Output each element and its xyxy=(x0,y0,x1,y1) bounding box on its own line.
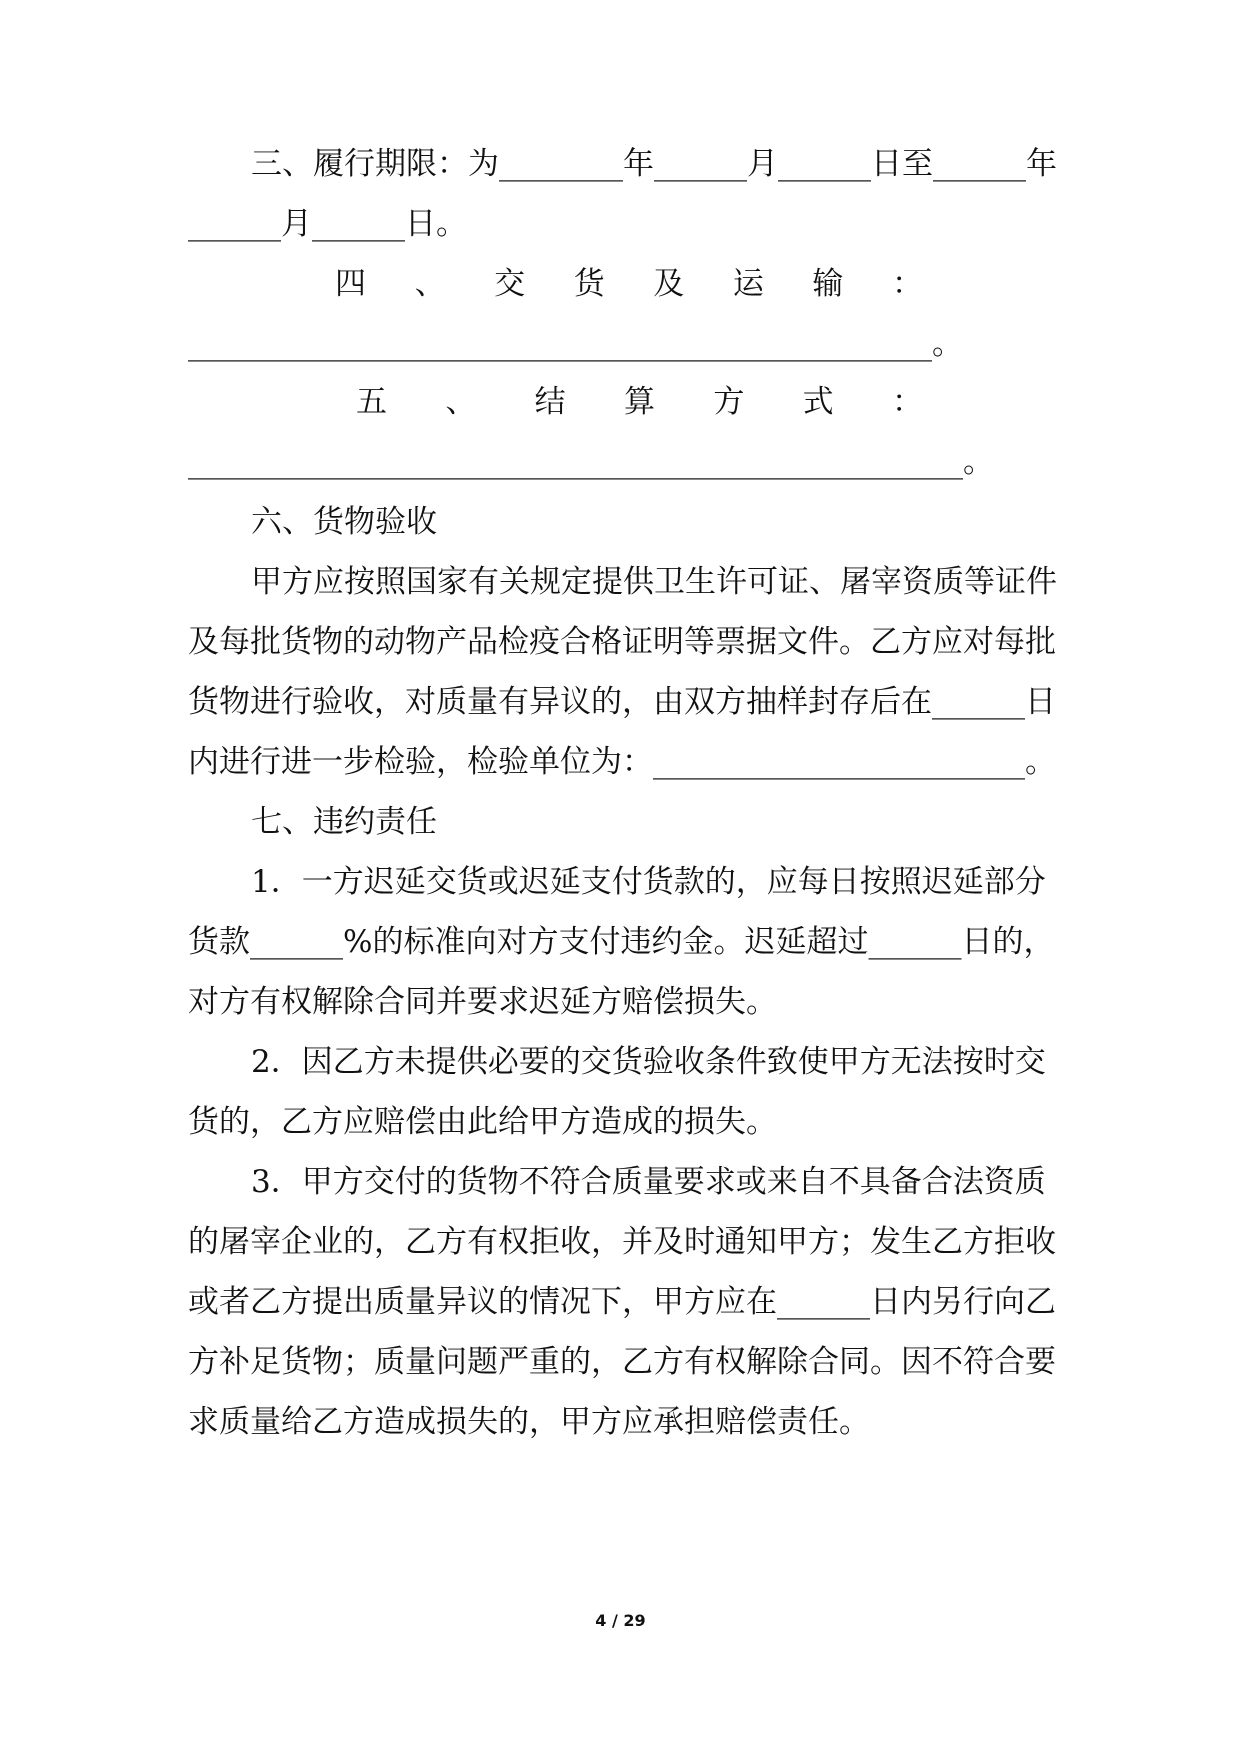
clause-6-text-line: 内进行进一步检验，检验单位为：________________________。 xyxy=(188,744,1056,780)
page-number: 4 / 29 xyxy=(595,1611,646,1630)
clause-4-char: 、 xyxy=(414,266,446,302)
clause-7-item-2-line: 货的，乙方应赔偿由此给甲方造成的损失。 xyxy=(188,1104,777,1140)
clause-6-text-line: 甲方应按照国家有关规定提供卫生许可证、屠宰资质等证件 xyxy=(251,564,1057,600)
clause-7-item-1-line: 对方有权解除合同并要求迟延方赔偿损失。 xyxy=(188,984,777,1020)
clause-4-char: 及 xyxy=(653,266,685,302)
clause-7-item-1-line: 货款______%的标准向对方支付违约金。迟延超过______日的， xyxy=(188,924,1055,960)
clause-3-term: 三、履行期限：为________年______月______日至______年 xyxy=(251,146,1057,182)
clause-6-text-line: 及每批货物的动物产品检疫合格证明等票据文件。乙方应对每批 xyxy=(188,624,1056,660)
clause-7-item-3-line: 3．甲方交付的货物不符合质量要求或来自不具备合法资质 xyxy=(251,1164,1046,1200)
clause-7-item-3-line: 求质量给乙方造成损失的，甲方应承担赔偿责任。 xyxy=(188,1404,870,1440)
clause-7-item-2-line: 2．因乙方未提供必要的交货验收条件致使甲方无法按时交 xyxy=(251,1044,1046,1080)
clause-7-heading: 七、违约责任 xyxy=(251,804,437,840)
clause-4-char: 输 xyxy=(812,266,844,302)
clause-5-blank: __________________________________________________。 xyxy=(188,444,994,480)
clause-4-char: 运 xyxy=(732,266,764,302)
clause-4-char: 四 xyxy=(335,266,366,302)
clause-3-term-continued: ______月______日。 xyxy=(188,206,467,242)
clause-5-char: 结 xyxy=(534,384,566,420)
clause-7-item-3-line: 方补足货物；质量问题严重的，乙方有权解除合同。因不符合要 xyxy=(188,1344,1056,1380)
clause-4-heading xyxy=(335,262,923,306)
clause-5-heading xyxy=(356,380,923,424)
clause-6-heading: 六、货物验收 xyxy=(251,504,437,540)
clause-5-char: 方 xyxy=(713,384,745,420)
clause-5-char: ： xyxy=(891,384,923,420)
clause-5-char: 五 xyxy=(356,384,387,420)
clause-4-char: ： xyxy=(891,266,923,302)
clause-6-text-line: 货物进行验收，对质量有异议的，由双方抽样封存后在______日 xyxy=(188,684,1056,720)
clause-7-item-1-line: 1．一方迟延交货或迟延支付货款的，应每日按照迟延部分 xyxy=(251,864,1046,900)
clause-5-char: 、 xyxy=(445,384,477,420)
clause-4-char: 交 xyxy=(494,266,526,302)
clause-4-char: 货 xyxy=(573,266,605,302)
clause-5-char: 算 xyxy=(623,384,655,420)
clause-7-item-3-line: 或者乙方提出质量异议的情况下，甲方应在______日内另行向乙 xyxy=(188,1284,1056,1320)
clause-5-char: 式 xyxy=(802,384,834,420)
clause-4-blank: ________________________________________________。 xyxy=(188,326,963,362)
clause-7-item-3-line: 的屠宰企业的，乙方有权拒收，并及时通知甲方；发生乙方拒收 xyxy=(188,1224,1056,1260)
